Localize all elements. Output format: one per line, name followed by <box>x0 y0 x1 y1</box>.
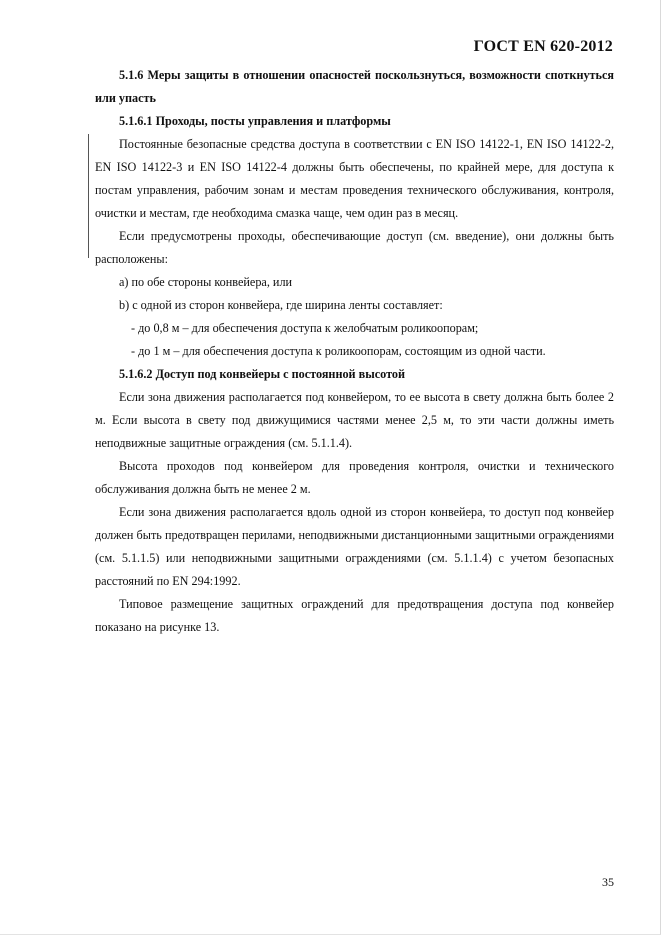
page-number: 35 <box>602 875 614 889</box>
paragraph-side-access: Если зона движения располагается вдоль одной из сторон конвейера, то доступ под конвейер должен быть предотвращен перилами, неподвижными дистанционными защитными ограждениями (см. 5.1.1.5) или неподвижными защитными ограждениями (см. 5.1.1.4) с учетом безопасных расстояний по EN 294:1992. <box>95 505 614 588</box>
paragraph-clear-height: Если зона движения располагается под конвейером, то ее высота в свету должна быть более 2 м. Если высота в свету под движущимися частями менее 2,5 м, то эти части должны иметь неподвижные защитные ограждения (см. 5.1.1.4). <box>95 390 614 450</box>
document-code: ГОСТ EN 620-2012 <box>473 38 613 55</box>
heading-5-1-6-2: 5.1.6.2 Доступ под конвейеры с постоянной высотой <box>119 367 406 381</box>
heading-5-1-6: 5.1.6 Меры защиты в отношении опасностей поскользнуться, возможности споткнуться или упасть <box>95 68 614 105</box>
heading-5-1-6-1: 5.1.6.1 Проходы, посты управления и платформы <box>119 114 391 128</box>
paragraph-figure-reference: Типовое размещение защитных ограждений для предотвращения доступа под конвейер показано на рисунке 13. <box>95 597 614 634</box>
list-item-b: b) с одной из сторон конвейера, где ширина ленты составляет: <box>119 298 443 312</box>
document-body <box>95 64 614 639</box>
change-bar <box>88 134 89 258</box>
sublist-item-1: - до 0,8 м – для обеспечения доступа к желобчатым роликоопорам; <box>131 321 479 335</box>
sublist-item-2: - до 1 м – для обеспечения доступа к роликоопорам, состоящим из одной части. <box>131 344 546 358</box>
paragraph-walkways: Если предусмотрены проходы, обеспечивающие доступ (см. введение), они должны быть расположены: <box>95 229 614 266</box>
paragraph-access-means: Постоянные безопасные средства доступа в соответствии с EN ISO 14122-1, EN ISO 14122-2, EN ISO 14122-3 и EN ISO 14122-4 должны быть обеспечены, по крайней мере, для доступа к постам управления, рабочим зонам и местам проведения технического обслуживания, контроля, очистки и местам, где необходима смазка чаще, чем один раз в месяц. <box>95 137 614 220</box>
paragraph-passage-height: Высота проходов под конвейером для проведения контроля, очистки и технического обслуживания должна быть не менее 2 м. <box>95 459 614 496</box>
list-item-a: a) по обе стороны конвейера, или <box>119 275 293 289</box>
